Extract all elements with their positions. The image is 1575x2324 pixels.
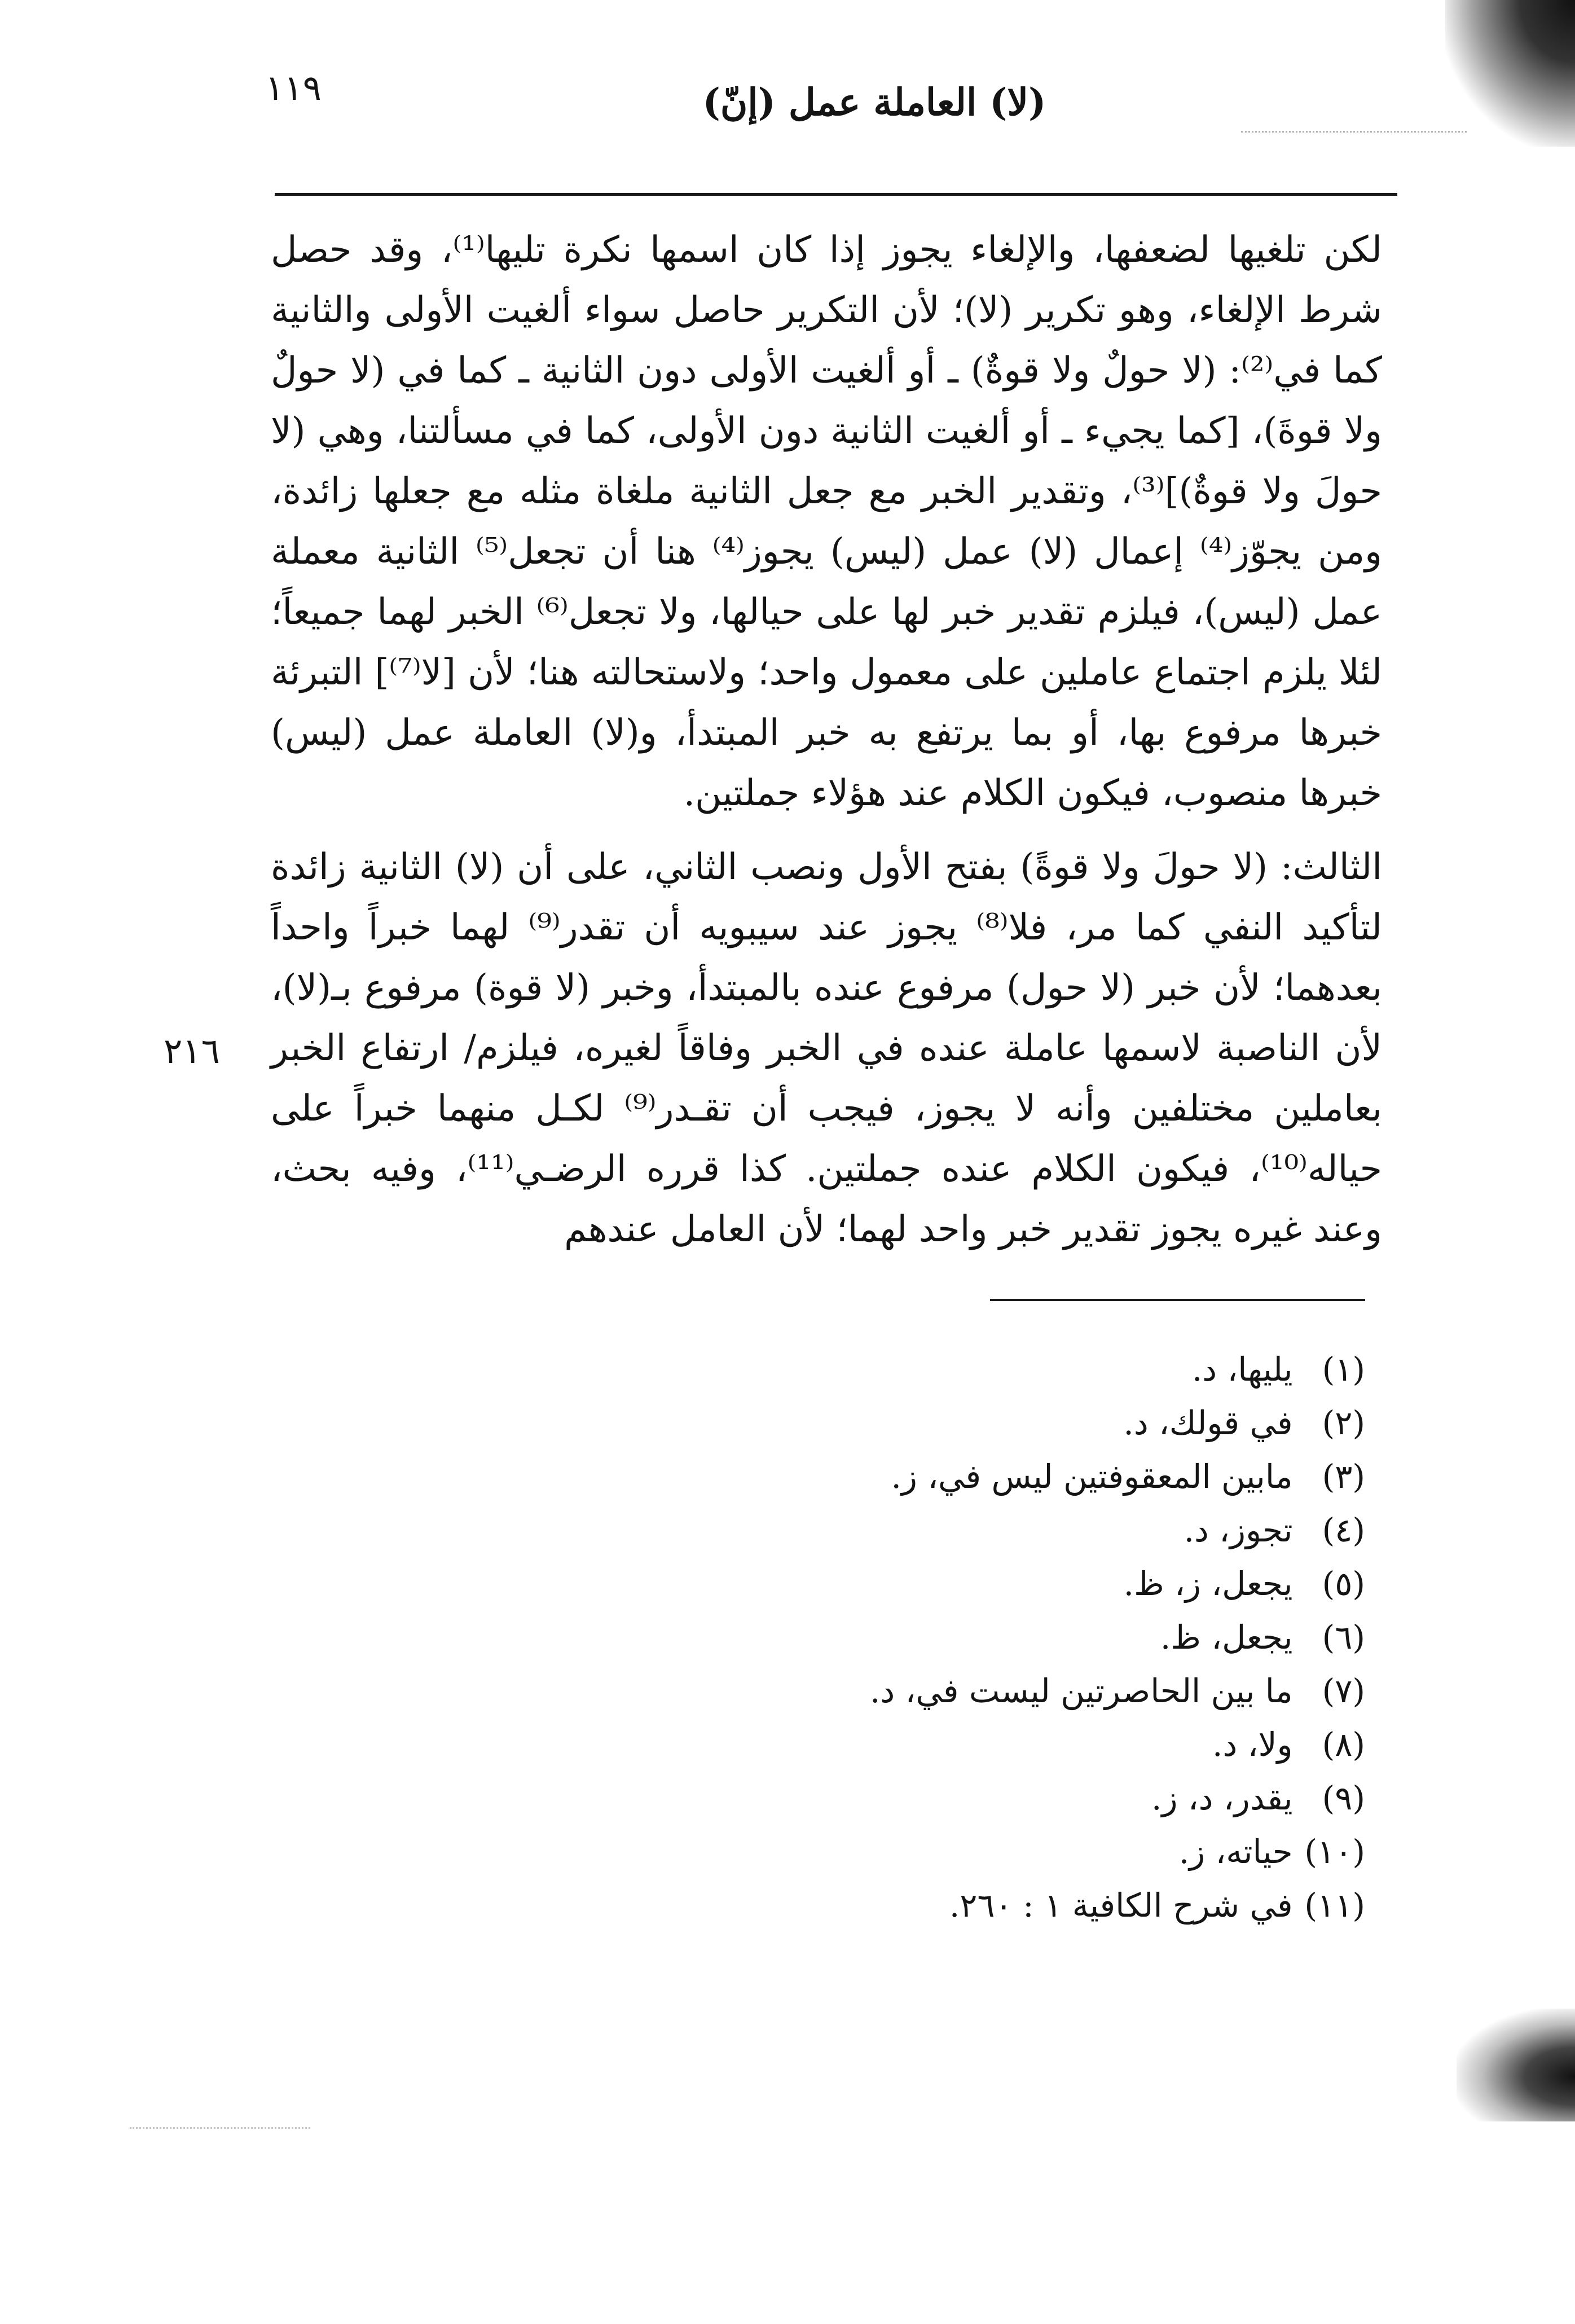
running-title: (لا) العاملة عمل (إنّ) [702,80,1046,124]
paragraph: الثالث: (لا حولَ ولا قوةً) بفتح الأول ونصب الثاني، على أن (لا) الثانية زائدة لتأكيد النفي كما مر، فلا⁽⁸⁾ يجوز عند سيبويه أن تقدر⁽⁹⁾ لهما خبراً واحداً بعدهما؛ لأن خبر (لا حول) مرفوع عنده بالمبتدأ، وخبر (لا قوة) مرفوع بـ(لا)، لأن الناصبة لاسمها عاملة عنده في الخبر وفاقاً لغيره، فيلزم/ ارتفاع الخبر بعاملين مختلفين وأنه لا يجوز، فيجب أن تقـدر⁽⁹⁾ لكـل منهما خبراً على حياله⁽¹⁰⁾، فيكون الكلام عنده جملتين. كذا قرره الرضـي⁽¹¹⁾، وفيه بحث، وعند غيره يجوز تقدير خبر واحد لهما؛ لأن العامل عندهم [271,846,1383,1250]
footnote-number: (٢) [1322,1404,1365,1442]
footnote-number: (٣) [1322,1457,1365,1496]
footnote-number: (٥) [1322,1565,1365,1603]
footnote-number: (١١) [1304,1886,1365,1925]
footnotes-list [846,1343,1365,1932]
footnote-text: في شرح الكافية ١ : ٢٦٠. [949,1886,1293,1925]
scan-speckle [130,2127,310,2130]
footnote-text: يجعل، ظ. [1160,1618,1293,1657]
footnote-item [846,1772,1365,1825]
footnote-item [846,1825,1365,1879]
footnote-text: يقدر، د، ز. [1151,1779,1293,1817]
footnote-item [846,1396,1365,1450]
footnote-text: حياته، ز. [1178,1833,1293,1871]
footnote-item [846,1504,1365,1557]
footnote-number: (١) [1322,1350,1365,1389]
footnote-text: ما بين الحاصرتين ليست في، د. [869,1672,1293,1710]
footnote-text: ولا، د. [1212,1725,1293,1764]
footnote-number: (٦) [1322,1618,1365,1657]
footnote-text: في قولك، د. [1123,1404,1293,1442]
page-header [0,0,1575,186]
scan-corner-shadow [1445,0,1575,147]
footnote-text: تجوز، د. [1184,1511,1293,1549]
footnote-text: مابين المعقوفتين ليس في، ز. [891,1457,1293,1496]
scan-speckle [1241,131,1467,135]
footnote-rule [990,1299,1365,1301]
scan-edge-shadow [1457,2009,1575,2121]
footnote-number: (٨) [1322,1725,1365,1764]
footnote-number: (٧) [1322,1672,1365,1710]
page-number: ١١٩ [265,67,322,108]
footnote-text: يجعل، ز، ظ. [1123,1565,1293,1603]
footnote-item [846,1611,1365,1664]
margin-page-reference: ٢١٦ [164,1030,220,1071]
footnote-item [846,1450,1365,1504]
footnote-item [846,1718,1365,1772]
footnote-number: (٩) [1322,1779,1365,1817]
main-text [271,220,1382,1260]
footnote-number: (١٠) [1304,1833,1365,1871]
footnote-item [846,1879,1365,1932]
header-rule [275,193,1397,196]
footnote-item [846,1664,1365,1718]
footnote-item [846,1343,1365,1396]
footnote-item [846,1557,1365,1611]
paragraph: لكن تلغيها لضعفها، والإلغاء يجوز إذا كان اسمها نكرة تليها⁽¹⁾، وقد حصل شرط الإلغاء، وهو تكرير (لا)؛ لأن التكرير حاصل سواء ألغيت الأولى والثانية كما في⁽²⁾: (لا حولٌ ولا قوةٌ) ـ أو ألغيت الأولى دون الثانية ـ كما في (لا حولٌ ولا قوةَ)، [كما يجيء ـ أو ألغيت الثانية دون الأولى، كما في مسألتنا، وهي (لا حولَ ولا قوةٌ)]⁽³⁾، وتقدير الخبر مع جعل الثانية ملغاة مثله مع جعلها زائدة، ومن يجوّز⁽⁴⁾ إعمال (لا) عمل (ليس) يجوز⁽⁴⁾ هنا أن تجعل⁽⁵⁾ الثانية معملة عمل (ليس)، فيلزم تقدير خبر لها على حيالها، ولا تجعل⁽⁶⁾ الخبر لهما جميعاً؛ لئلا يلزم اجتماع عاملين على معمول واحد؛ ولاستحالته هنا؛ لأن [لا⁽⁷⁾] التبرئة خبرها مرفوع بها، أو بما يرتفع به خبر المبتدأ، و(لا) العاملة عمل (ليس) خبرها منصوب، فيكون الكلام عند هؤلاء جملتين. [271,229,1383,814]
footnote-number: (٤) [1322,1511,1365,1549]
footnote-text: يليها، د. [1191,1350,1293,1389]
